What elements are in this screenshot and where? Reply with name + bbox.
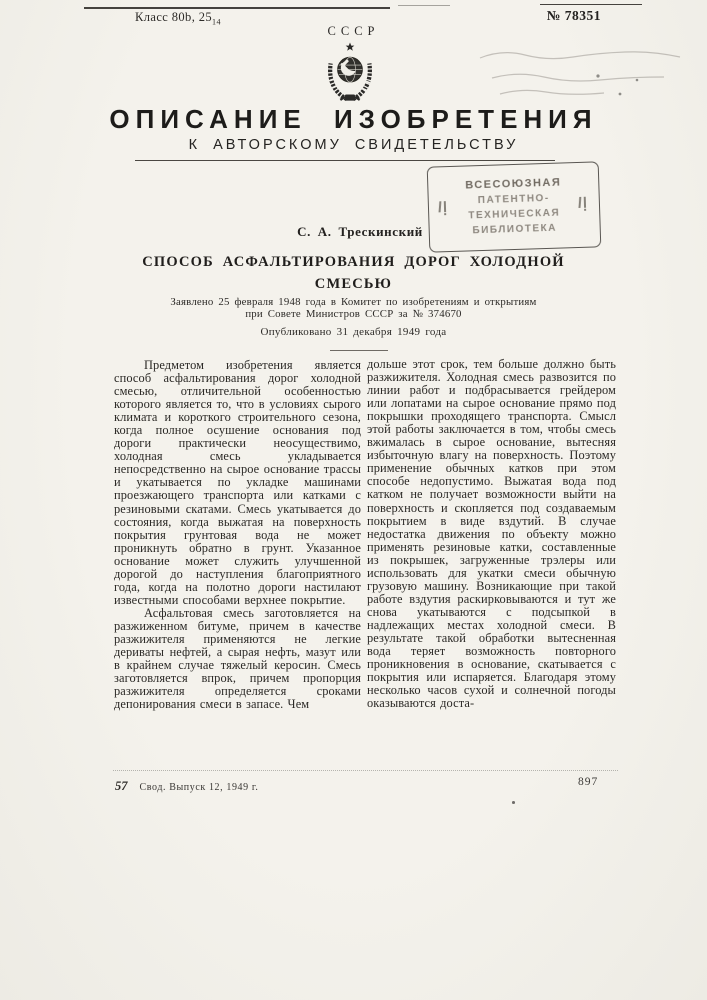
page-number: 897 [578,776,599,788]
body-paragraph: Предметом изобретения является способ асфальтирования дорог холодной смесью, отличительной особенностью которого является то, что в условиях сырого климата и короткого строительного сезона, когда полное осушение основания под дороги практически неосуществимо, холодная смесь укладывается непосредственно на сырое основание трассы и укатывается по укладке машинами проезжающего транспорта или катками с резиновыми скатами. Смесь укатывается до состояния, когда выжатая на поверхность покрытия грунтовая вода не может проникнуть обратно в грунт. Указанное основание может служить улучшенной дорогой до наступления благоприятного года, когда на полотно дороги настилают известными способами верхнее покрытие. [114,358,361,607]
class-subscript: 14 [212,17,221,27]
filing-info-line-1: Заявлено 25 февраля 1948 года в Комитет по изобретениям и открытиям [170,296,537,308]
top-rule-segment [398,5,450,6]
invention-title: СПОСОБ АСФАЛЬТИРОВАНИЯ ДОРОГ ХОЛОДНОЙ СМЕСЬЮ [142,254,565,292]
body-paragraph: Асфальтовая смесь заготовляется на разжиженном битуме, причем в качестве разжижителя применяются не легкие дериваты нефтей, а сырая нефть, мазут или в крайнем случае тяжелый керосин. Смесь заготовляется впрок, причем пропорция разжижителя определяется сроками депонирования смеси в запасе. Чем [114,605,361,712]
stamp-side-mark-left [438,201,448,215]
top-rule-segment [540,4,642,6]
patent-number: № 78351 [546,8,601,23]
document-subtitle: К АВТОРСКОМУ СВИДЕТЕЛЬСТВУ [188,137,519,153]
edition-number: 57 [115,779,128,793]
country-label: СССР [327,24,380,38]
stamp-line-1: ВСЕСОЮЗНАЯ [465,176,562,192]
filing-info-line-2: при Совете Министров СССР за № 374670 [245,308,462,320]
author-name: С. А. Трескинский [297,224,423,239]
edition-note: Свод. Выпуск 12, 1949 г. [139,782,259,793]
body-paragraph: дольше этот срок, тем больше должно быть разжижителя. Холодная смесь развозится по линии работ и подбрасывается грейдером или лопатами на сырое основание прямо под покрышки проходящего транспорта. Смысл этой работы заключается в том, чтобы смесь вжималась в сырое основание, вытесняя избыточную влагу на поверхность. Поэтому применение обычных катков при этом способе недопустимо. Выжатая вода под катком не получает возможности выйти на поверхность и скопляется под создаваемым покрытием в виде вздутий. В случае недостатка движения по объекту можно применять резиновые катки, составленные из покрышек, загруженные трэлеры или использовать для укатки смеси обычную грузовую машину. Возникающие при такой работе вздутия раскирковываются и тут же снова укатываются с подсыпкой в надлежащих местах холодной смеси. В результате такой обработки вытесненная вода теряет возможность повторного проникновения в основание, скатывается с покрытия или испаряется. Благодаря этому несколько часов сухой и солнечной погоды оказываются доста- [367,357,616,711]
document-title: ОПИСАНИЕ ИЗОБРЕТЕНИЯ [109,104,598,134]
scan-speck [512,801,515,804]
library-stamp [427,161,602,252]
stamp-line-3: ТЕХНИЧЕСКАЯ [468,207,561,222]
body-column-left [114,359,361,711]
body-column-right [367,358,616,710]
ussr-state-emblem-icon [319,40,381,104]
footer-rule [113,770,618,771]
stamp-line-2: ПАТЕНТНО- [477,192,550,207]
footer-imprint [115,777,259,795]
invention-title-wrap [0,251,707,295]
stamp-side-mark-right [578,197,588,211]
section-divider [330,350,388,351]
class-label-text: Класс 80b, 25 [135,10,213,24]
top-rule-segment [84,7,390,9]
stamp-line-4: БИБЛИОТЕКА [472,222,558,237]
publication-info: Опубликовано 31 декабря 1949 года [260,326,447,338]
handwritten-marks [452,36,697,106]
header-rule [135,160,555,161]
